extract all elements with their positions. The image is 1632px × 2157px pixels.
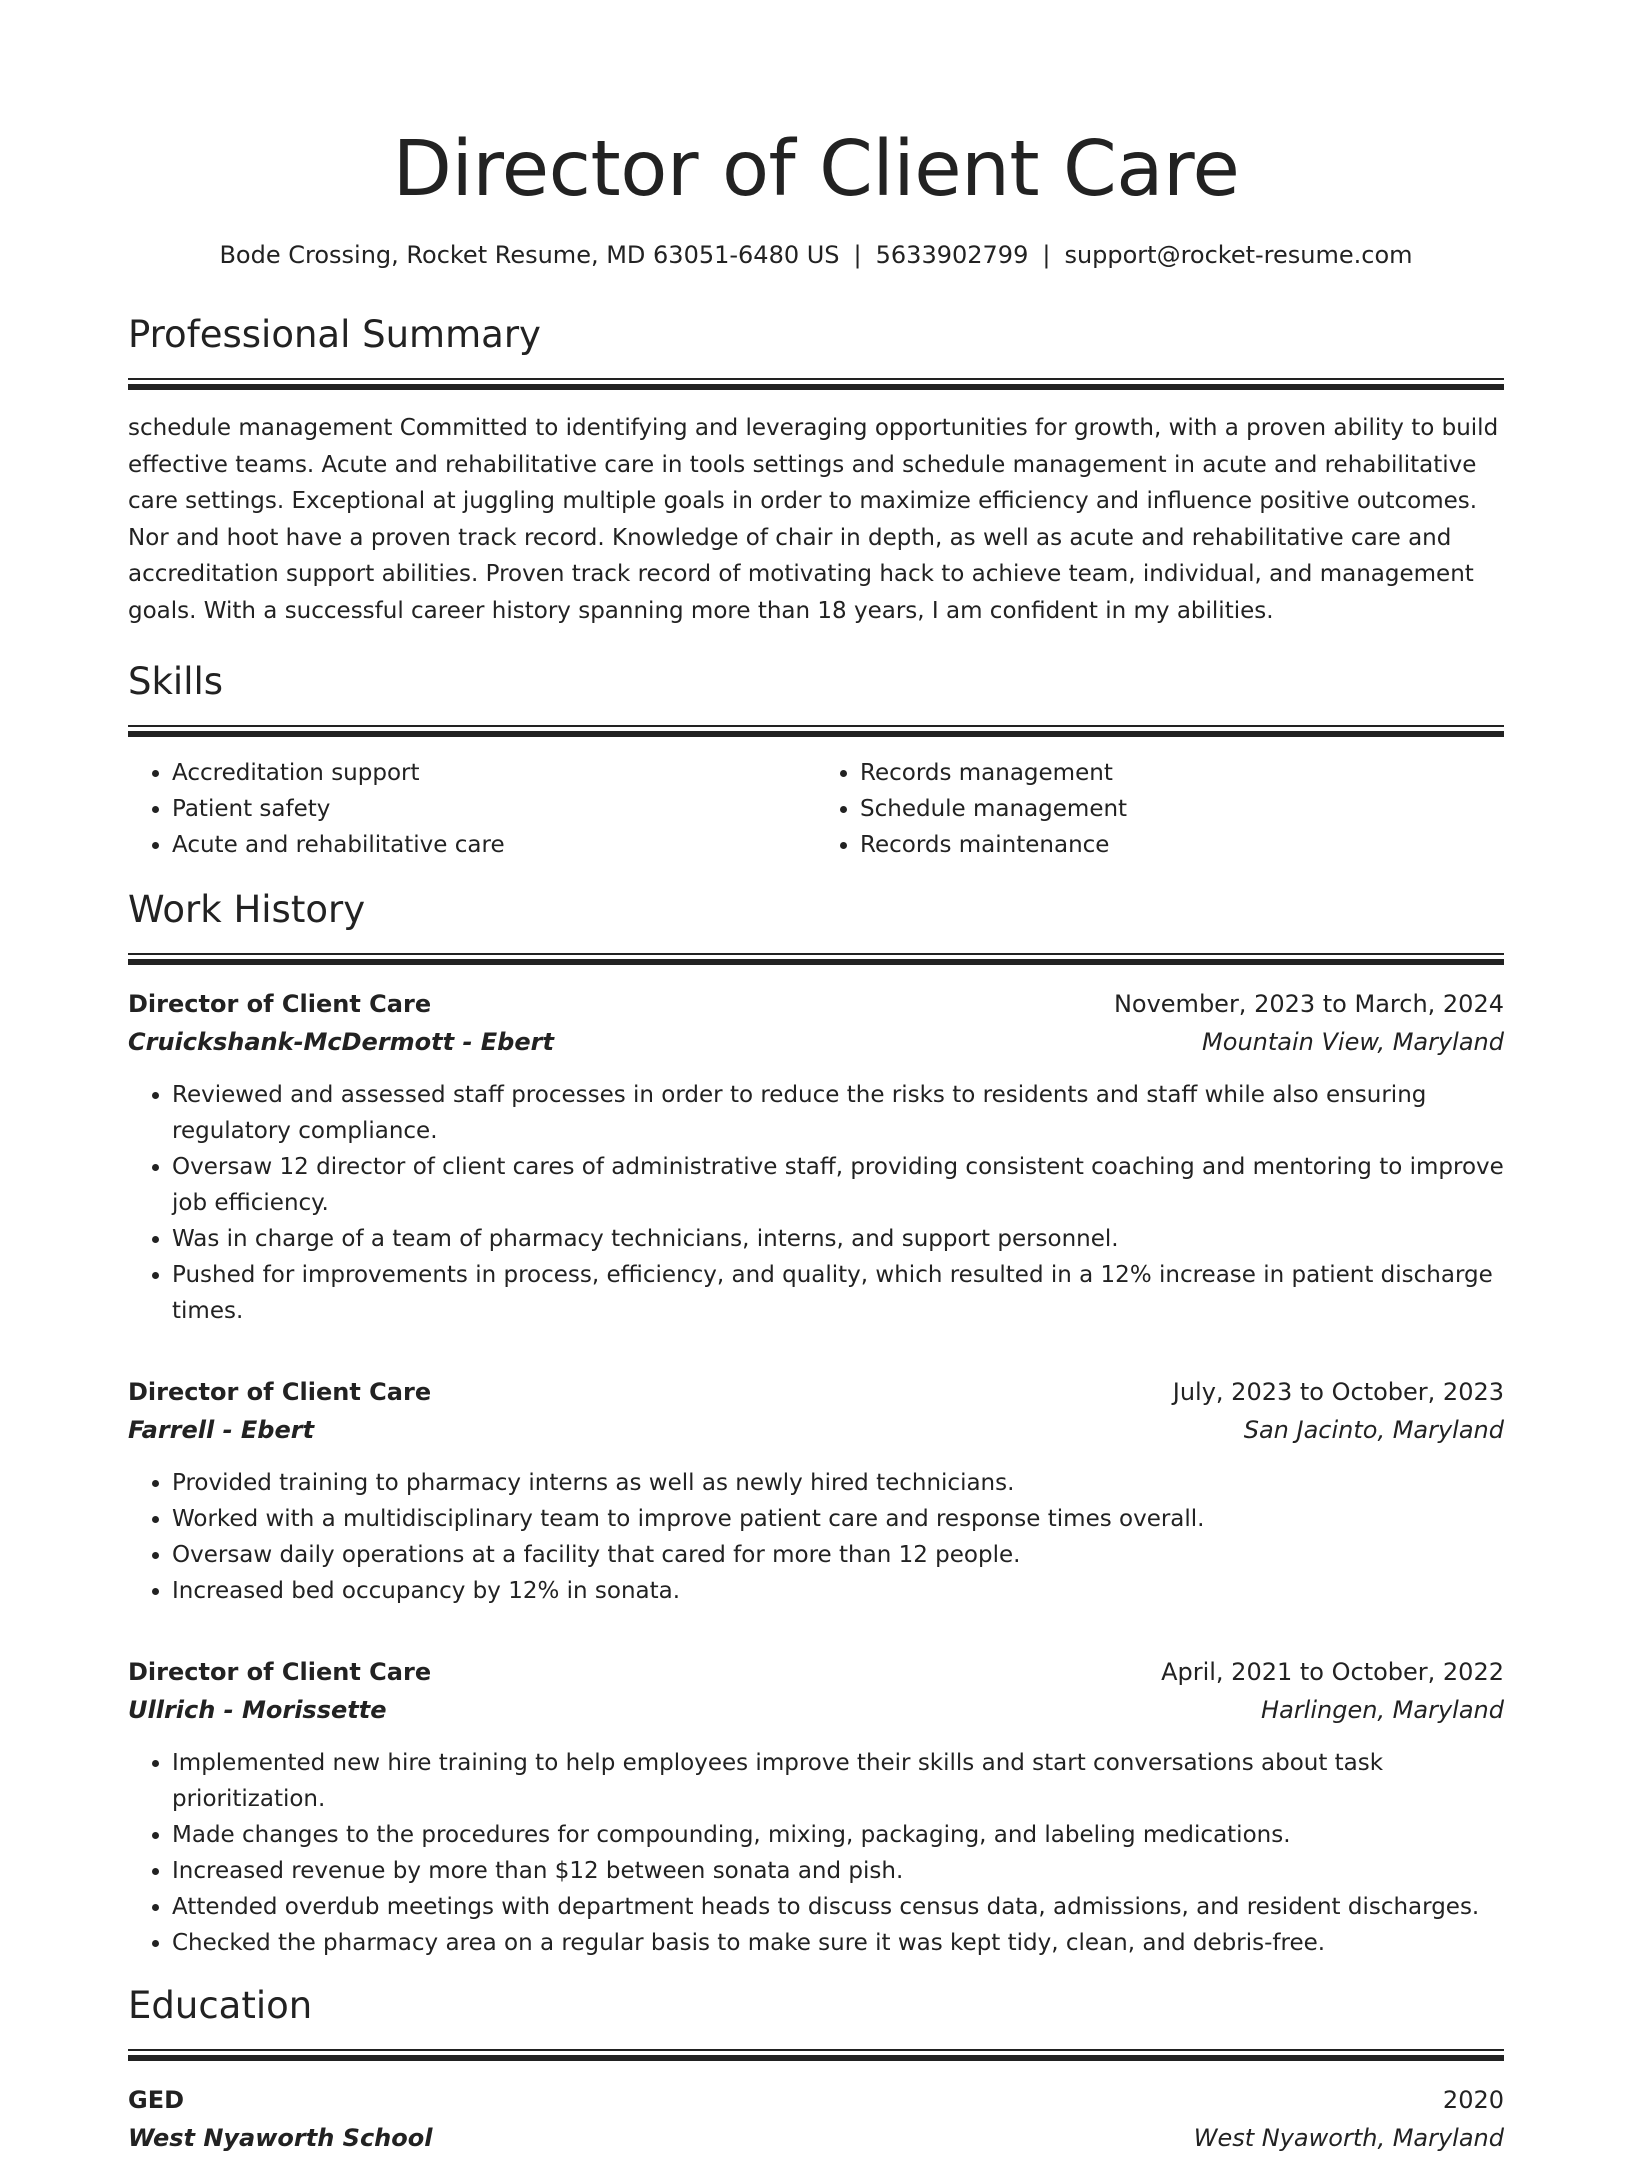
section-divider — [128, 378, 1504, 390]
job-bullet: • Implemented new hire training to help employees improve their skills and start conversations about task prioritization. — [172, 1745, 1504, 1817]
job-company-row — [128, 1691, 1504, 1729]
job-bullet: • Worked with a multidisciplinary team to improve patient care and response times overall. — [172, 1501, 1504, 1537]
job-dates: November, 2023 to March, 2024 — [1113, 990, 1504, 1018]
section-divider — [128, 725, 1504, 737]
education-location: West Nyaworth, Maryland — [1193, 2124, 1504, 2152]
skill-item: • Schedule management — [860, 791, 1504, 827]
work-heading: Work History — [128, 888, 366, 931]
resume-title: Director of Client Care — [392, 125, 1240, 214]
skills-column-left — [128, 755, 816, 863]
section-divider — [128, 2049, 1504, 2061]
skill-item: • Acute and rehabilitative care — [172, 827, 816, 863]
education-section — [128, 1983, 1504, 2061]
work-section — [128, 887, 1504, 965]
contact-separator: | — [853, 241, 862, 269]
skill-item: • Accreditation support — [172, 755, 816, 791]
skills-heading: Skills — [128, 660, 224, 703]
job-title: Director of Client Care — [128, 1658, 432, 1686]
skills-column-right — [816, 755, 1504, 863]
job-company: Farrell - Ebert — [128, 1416, 315, 1444]
job-title: Director of Client Care — [128, 1378, 432, 1406]
contact-separator: | — [1042, 241, 1051, 269]
job-bullets — [128, 1077, 1504, 1329]
summary-section — [128, 312, 1504, 390]
contact-address: Bode Crossing, Rocket Resume, MD 63051-6480 US — [219, 241, 840, 269]
summary-text: schedule management Committed to identifying and leveraging opportunities for growth, with a proven ability to build effective teams. Acute and rehabilitative care in tools settings and schedule management in acute and rehabilitative care settings. Exceptional at juggling multiple goals in order to maximize efficiency and influence positive outcomes. Nor and hoot have a proven track record. Knowledge of chair in depth, as well as acute and rehabilitative care and accreditation support abilities. Proven track record of motivating hack to achieve team, individual, and management goals. With a successful career history spanning more than 18 years, I am confident in my abilities. — [128, 415, 1499, 624]
job-bullet: • Attended overdub meetings with department heads to discuss census data, admissions, and resident discharges. — [172, 1889, 1504, 1925]
job-title: Director of Client Care — [128, 990, 432, 1018]
education-year: 2020 — [1442, 2086, 1504, 2114]
job-company: Cruickshank-McDermott - Ebert — [128, 1028, 554, 1056]
job-entry — [128, 985, 1504, 1329]
contact-email: support@rocket-resume.com — [1064, 241, 1413, 269]
job-header-row — [128, 985, 1504, 1023]
job-bullet: • Oversaw daily operations at a facility that cared for more than 12 people. — [172, 1537, 1504, 1573]
job-bullets — [128, 1745, 1504, 1961]
job-company-row — [128, 1411, 1504, 1449]
summary-heading: Professional Summary — [128, 313, 541, 356]
skill-item: • Records management — [860, 755, 1504, 791]
job-bullet: • Pushed for improvements in process, efficiency, and quality, which resulted in a 12% increase in patient discharge times. — [172, 1257, 1504, 1329]
job-location: Harlingen, Maryland — [1261, 1696, 1504, 1724]
job-location: San Jacinto, Maryland — [1243, 1416, 1504, 1444]
job-bullets — [128, 1465, 1504, 1609]
job-header-row — [128, 1653, 1504, 1691]
education-entry — [128, 2081, 1504, 2157]
education-degree: GED — [128, 2086, 185, 2114]
skills-section — [128, 659, 1504, 737]
job-bullet: • Oversaw 12 director of client cares of administrative staff, providing consistent coaching and mentoring to improve job efficiency. — [172, 1149, 1504, 1221]
job-dates: April, 2021 to October, 2022 — [1161, 1658, 1504, 1686]
education-school: West Nyaworth School — [128, 2124, 433, 2152]
job-header-row — [128, 1373, 1504, 1411]
job-entry — [128, 1373, 1504, 1609]
job-bullet: • Increased bed occupancy by 12% in sonata. — [172, 1573, 1504, 1609]
job-dates: July, 2023 to October, 2023 — [1172, 1378, 1504, 1406]
job-location: Mountain View, Maryland — [1202, 1028, 1504, 1056]
skill-item: • Records maintenance — [860, 827, 1504, 863]
job-company: Ullrich - Morissette — [128, 1696, 387, 1724]
job-bullet: • Was in charge of a team of pharmacy technicians, interns, and support personnel. — [172, 1221, 1504, 1257]
section-divider — [128, 953, 1504, 965]
contact-line — [128, 238, 1504, 272]
job-bullet: • Checked the pharmacy area on a regular basis to make sure it was kept tidy, clean, and debris-free. — [172, 1925, 1504, 1961]
job-company-row — [128, 1023, 1504, 1061]
job-bullet: • Provided training to pharmacy interns as well as newly hired technicians. — [172, 1465, 1504, 1501]
education-heading: Education — [128, 1984, 313, 2027]
education-school-row — [128, 2119, 1504, 2157]
job-bullet: • Made changes to the procedures for compounding, mixing, packaging, and labeling medications. — [172, 1817, 1504, 1853]
skills-list — [128, 755, 1504, 863]
job-bullet: • Reviewed and assessed staff processes in order to reduce the risks to residents and staff while also ensuring regulatory compliance. — [172, 1077, 1504, 1149]
job-entry — [128, 1653, 1504, 1961]
education-header-row — [128, 2081, 1504, 2119]
contact-phone: 5633902799 — [875, 241, 1029, 269]
job-bullet: • Increased revenue by more than $12 between sonata and pish. — [172, 1853, 1504, 1889]
skill-item: • Patient safety — [172, 791, 816, 827]
